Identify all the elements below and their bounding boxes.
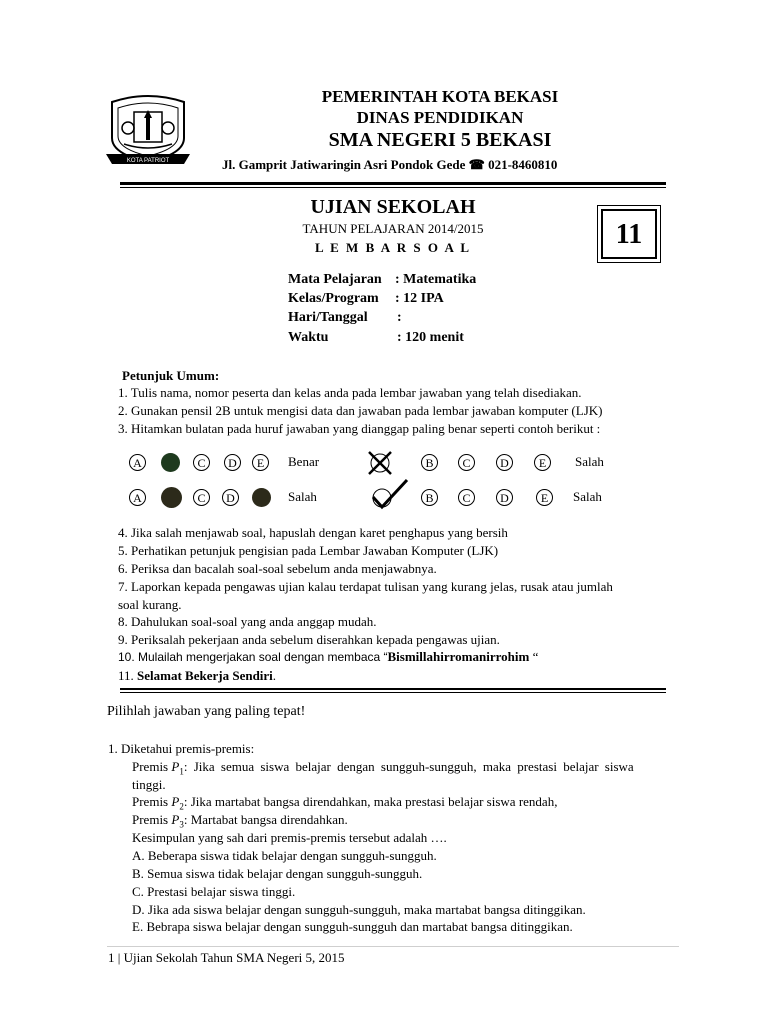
field-time-label: Waktu [288, 330, 329, 345]
question-1-premise-1: Premis $P_1$: Jika semua siswa belajar dengan sungguh-sungguh, maka prestasi belajar siswa [132, 759, 634, 777]
example-filled-bubble [161, 453, 180, 472]
checkmark-bubble-icon [368, 478, 410, 512]
school-address: Jl. Gamprit Jatiwaringin Asri Pondok Gede ☎ 021-8460810 [222, 157, 558, 172]
header-rule-thick [120, 182, 666, 185]
example-bubble-c: C [193, 454, 210, 471]
example-bubble-c: C [458, 489, 475, 506]
school-name: SMA NEGERI 5 BEKASI [328, 129, 552, 151]
field-date-value: : [397, 310, 402, 325]
instructions-heading: Petunjuk Umum: [122, 368, 220, 383]
example-salah-label: Salah [575, 454, 604, 469]
field-date-label: Hari/Tanggal [288, 310, 368, 325]
kota-bekasi-logo [104, 92, 192, 172]
instruction-item: soal kurang. [118, 597, 182, 612]
example-bubble-e: E [252, 454, 269, 471]
answer-option: C. Prestasi belajar siswa tinggi. [132, 884, 296, 899]
section-rule-thick [120, 688, 666, 690]
instruction-item: 4. Jika salah menjawab soal, hapuslah dengan karet penghapus yang bersih [118, 525, 508, 540]
exam-title: UJIAN SEKOLAH [310, 196, 476, 218]
answer-option: A. Beberapa siswa tidak belajar dengan sungguh-sungguh. [132, 848, 437, 863]
exam-code: 11 [601, 209, 657, 259]
section-rule-thin [120, 692, 666, 693]
example-bubble-c: C [193, 489, 210, 506]
question-1-premise-2: Premis $P_2$: Jika martabat bangsa direndahkan, maka prestasi belajar siswa rendah, [132, 794, 558, 812]
field-subject-label: Mata Pelajaran [288, 272, 382, 287]
example-smudged-bubble [252, 488, 271, 507]
question-1-conclusion: Kesimpulan yang sah dari premis-premis tersebut adalah …. [132, 830, 447, 845]
instruction-item: 9. Periksalah pekerjaan anda sebelum diserahkan kepada pengawas ujian. [118, 632, 500, 647]
footer-rule [107, 946, 679, 947]
header-line2: DINAS PENDIDIKAN [356, 108, 524, 127]
instruction-item: 3. Hitamkan bulatan pada huruf jawaban yang dianggap paling benar seperti contoh berikut : [118, 421, 601, 436]
logo-banner-text: KOTA PATRIOT [126, 158, 170, 164]
instruction-item: 8. Dahulukan soal-soal yang anda anggap mudah. [118, 614, 377, 629]
header-line1: PEMERINTAH KOTA BEKASI [321, 87, 559, 106]
instruction-item: 6. Periksa dan bacalah soal-soal sebelum anda menjawabnya. [118, 561, 437, 576]
sheet-label: L E M B A R S O A L [314, 240, 472, 255]
example-bubble-a: A [129, 489, 146, 506]
crossed-bubble-icon [366, 449, 396, 477]
example-bubble-b: B [421, 489, 438, 506]
exam-code-box [597, 205, 661, 263]
example-bubble-d: D [496, 489, 513, 506]
example-bubble-d: D [496, 454, 513, 471]
instruction-item: 5. Perhatikan petunjuk pengisian pada Lembar Jawaban Komputer (LJK) [118, 543, 499, 558]
instruction-item-10: 10. Mulailah mengerjakan soal dengan membaca “Bismillahirromanirrohim “ [118, 649, 539, 664]
answer-option: D. Jika ada siswa belajar dengan sungguh-sungguh, maka martabat bangsa ditinggikan. [132, 902, 586, 917]
instruction-item: 1. Tulis nama, nomor peserta dan kelas anda pada lembar jawaban yang telah disediakan. [118, 385, 582, 400]
instruction-item: 2. Gunakan pensil 2B untuk mengisi data dan jawaban pada lembar jawaban komputer (LJK) [118, 403, 603, 418]
example-bubble-e: E [536, 489, 553, 506]
question-prompt: Pilihlah jawaban yang paling tepat! [107, 704, 306, 719]
field-subject-value: : Matematika [395, 272, 477, 287]
page-footer: 1 | Ujian Sekolah Tahun SMA Negeri 5, 2015 [108, 950, 345, 965]
field-class-value: : 12 IPA [395, 291, 444, 306]
example-bubble-e: E [534, 454, 551, 471]
field-class-label: Kelas/Program [288, 291, 379, 306]
question-1-premise-1-cont: tinggi. [132, 777, 166, 792]
header-rule-thin [120, 187, 666, 188]
example-bubble-d: D [224, 454, 241, 471]
example-smudged-bubble [161, 487, 182, 508]
answer-option: E. Bebrapa siswa belajar dengan sungguh-sungguh dan martabat bangsa ditinggikan. [132, 919, 573, 934]
instruction-item-11: 11. Selamat Bekerja Sendiri. [118, 668, 277, 683]
instruction-item: 7. Laporkan kepada pengawas ujian kalau terdapat tulisan yang kurang jelas, rusak atau jumlah [118, 579, 613, 594]
example-bubble-a: A [129, 454, 146, 471]
exam-year: TAHUN PELAJARAN 2014/2015 [302, 221, 484, 236]
answer-option: B. Semua siswa tidak belajar dengan sungguh-sungguh. [132, 866, 423, 881]
example-salah-label: Salah [288, 489, 317, 504]
example-salah-label: Salah [573, 489, 602, 504]
example-benar-label: Benar [288, 454, 320, 469]
example-bubble-b: B [421, 454, 438, 471]
question-1-intro: 1. Diketahui premis-premis: [108, 741, 255, 756]
example-bubble-d: D [222, 489, 239, 506]
field-time-value: : 120 menit [397, 330, 464, 345]
question-1-premise-3: Premis $P_3$: Martabat bangsa direndahkan. [132, 812, 348, 830]
example-bubble-c: C [458, 454, 475, 471]
